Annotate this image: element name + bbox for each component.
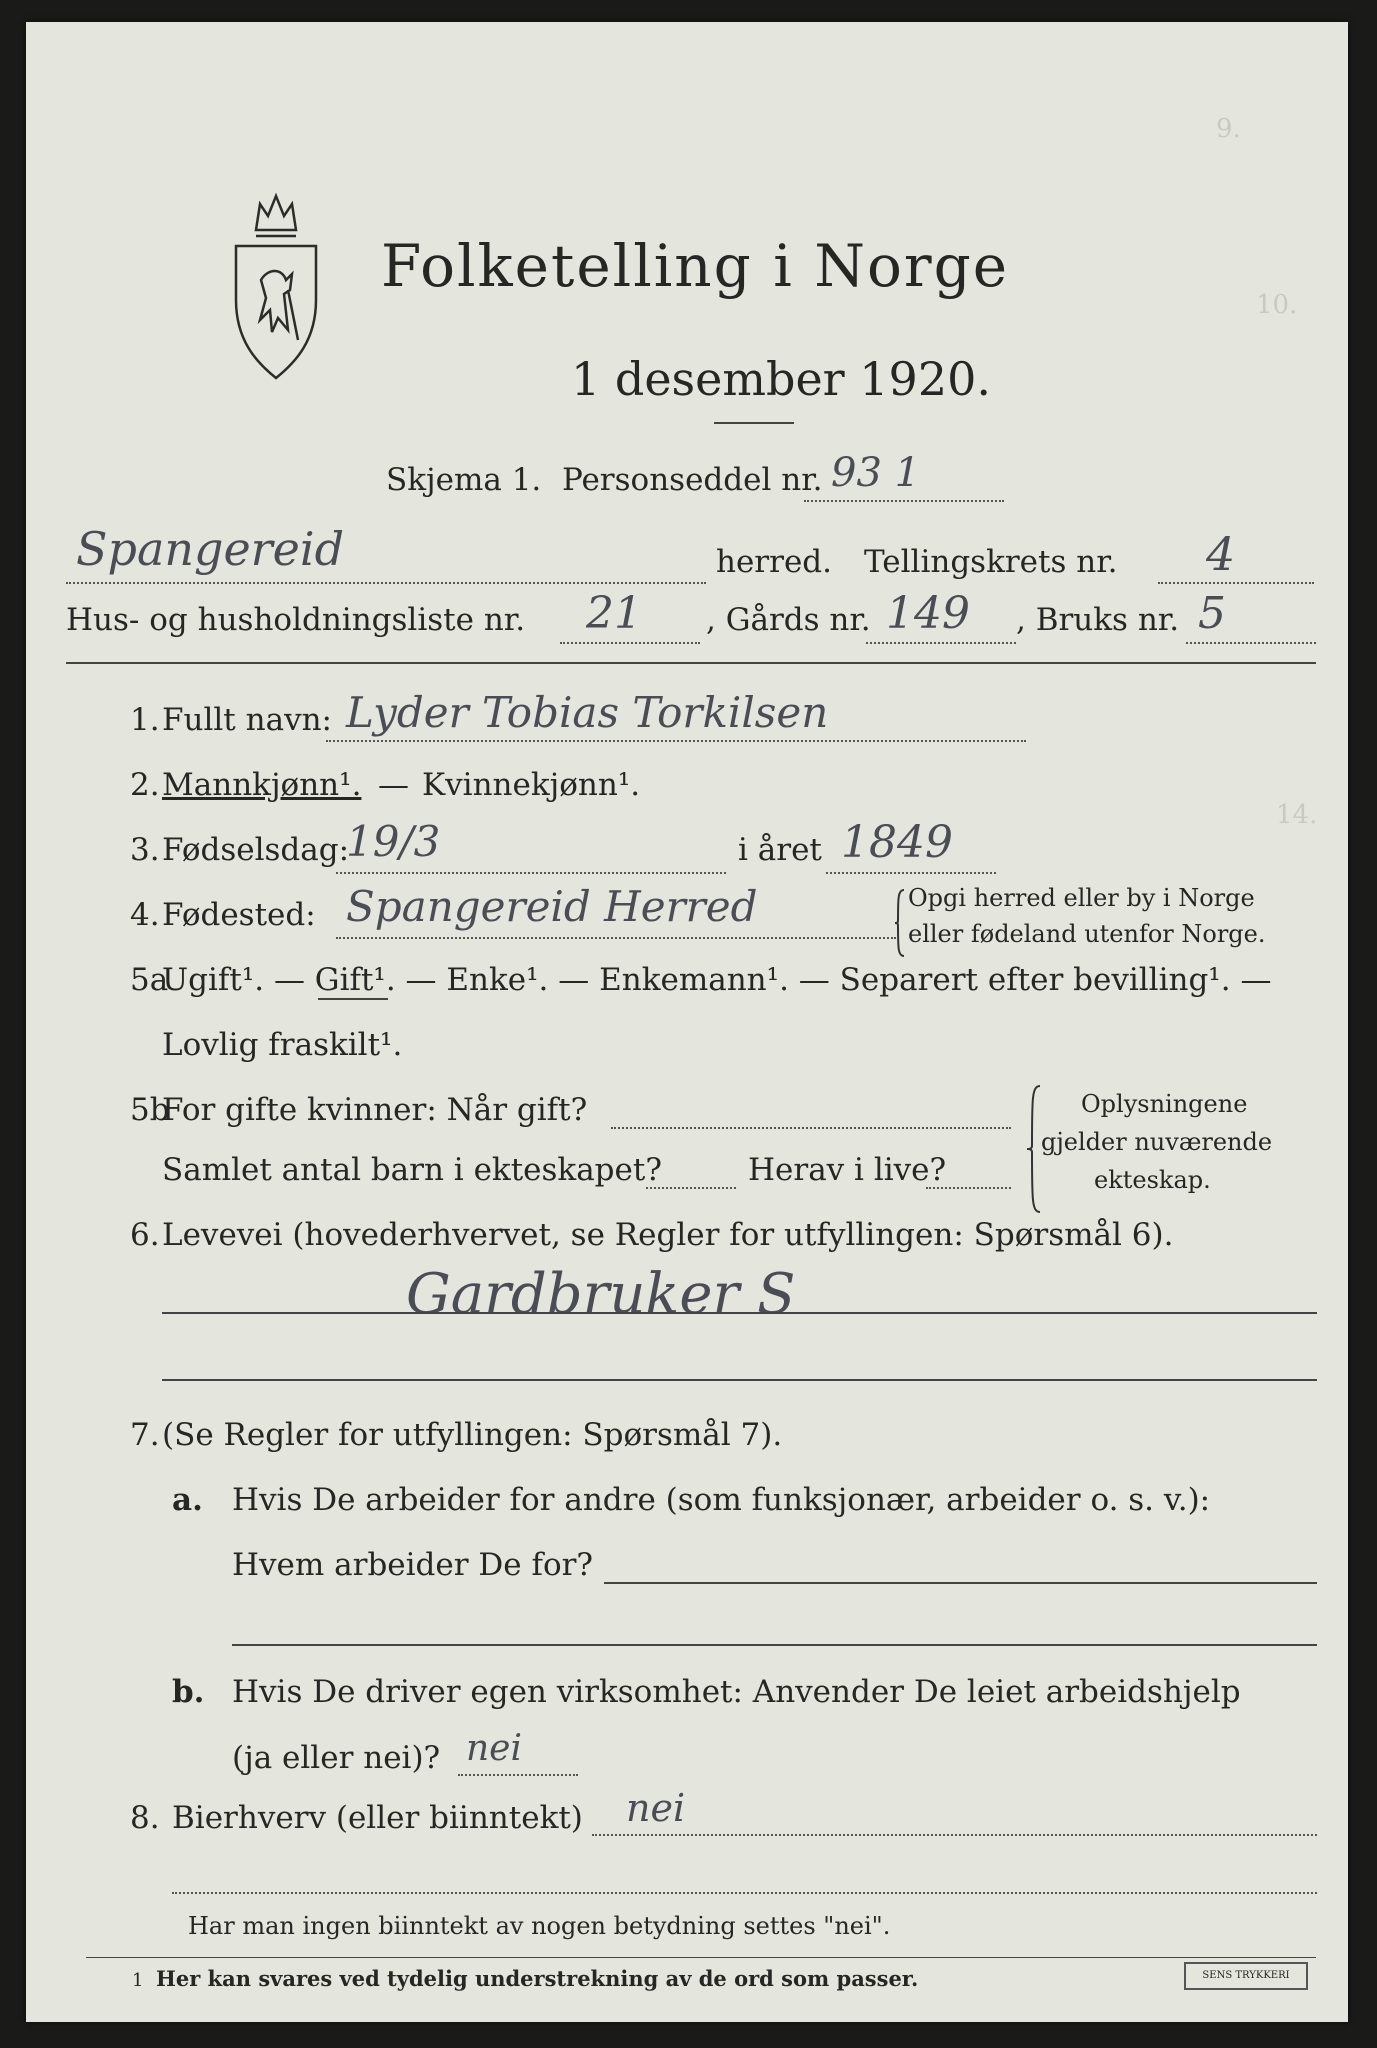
q5b-note-2: gjelder nuværende (1041, 1128, 1273, 1156)
q5b-married-label: For gifte kvinner: Når gift? (162, 1092, 588, 1128)
birth-year-line (826, 872, 996, 874)
birth-year-label: i året (738, 832, 822, 868)
birthplace-brace-icon (894, 888, 906, 958)
side-income-line-2 (172, 1892, 1317, 1894)
gards-value: 149 (886, 588, 970, 639)
q7a-employer-label: Hvem arbeider De for? (232, 1547, 594, 1583)
footnote-text: Her kan svares ved tydelig understrekning av de ord som passer. (156, 1966, 919, 1991)
bleed-through-text: 10. (1256, 290, 1298, 320)
personseddel-label: Personseddel nr. (562, 462, 823, 498)
q6-label: Levevei (hovederhvervet, se Regler for utfyllingen: Spørsmål 6). (162, 1217, 1174, 1253)
alive-line (926, 1187, 1011, 1189)
birthplace-line (336, 937, 896, 939)
herred-value: Spangereid (76, 522, 345, 576)
q2-number: 2. (130, 767, 160, 803)
gift-underline (318, 998, 388, 1000)
married-when-line (611, 1127, 1011, 1129)
q8-label: Bierhverv (eller biinntekt) (172, 1800, 583, 1836)
q1-number: 1. (130, 702, 160, 738)
bruks-line (1186, 642, 1316, 644)
q5b-note-1: Oplysningene (1081, 1090, 1248, 1118)
husliste-line (560, 642, 700, 644)
header-divider (66, 662, 1316, 664)
q7b-hired-help-label: (ja eller nei)? (232, 1740, 441, 1776)
herred-label: herred. (716, 544, 832, 580)
q3-label: Fødselsdag: (162, 832, 350, 868)
q5a-number: 5a (130, 962, 169, 998)
q7-number: 7. (130, 1417, 160, 1453)
q4-number: 4. (130, 897, 160, 933)
q5b-brace-icon (1026, 1084, 1042, 1214)
bleed-through-text: 14. (1276, 800, 1318, 830)
sex-separator: — (378, 767, 409, 803)
employer-line (604, 1582, 1317, 1584)
tellingskrets-line (1158, 582, 1314, 584)
husliste-value: 21 (586, 588, 642, 639)
q4-label: Fødested: (162, 897, 316, 933)
tellingskrets-value: 4 (1206, 527, 1236, 581)
birthplace-value: Spangereid Herred (346, 882, 758, 931)
q7a-letter: a. (172, 1482, 203, 1518)
q7b-letter: b. (172, 1674, 205, 1710)
q5b-children-label: Samlet antal barn i ekteskapet? (162, 1152, 662, 1188)
side-income-note: Har man ingen biinntekt av nogen betydning settes "nei". (188, 1912, 891, 1940)
side-income-line (592, 1834, 1317, 1836)
bruks-value: 5 (1198, 588, 1226, 639)
skjema-label: Skjema 1. (386, 462, 542, 498)
birthplace-note-1: Opgi herred eller by i Norge (908, 884, 1255, 912)
side-income-value: nei (626, 1786, 686, 1830)
hired-help-value: nei (466, 1728, 523, 1769)
q7a-line1: Hvis De arbeider for andre (som funksjonær, arbeider o. s. v.): (232, 1482, 1211, 1518)
q6-number: 6. (130, 1217, 160, 1253)
q1-label: Fullt navn: (162, 702, 332, 738)
marital-status-options: Ugift¹. — Gift¹. — Enke¹. — Enkemann¹. — Separert efter bevilling¹. — (162, 962, 1272, 998)
sex-female-option: Kvinnekjønn¹. (422, 767, 641, 803)
q3-number: 3. (130, 832, 160, 868)
q8-number: 8. (130, 1800, 160, 1836)
gards-line (866, 642, 1016, 644)
full-name-value: Lyder Tobias Torkilsen (346, 688, 829, 737)
personseddel-line (804, 500, 1004, 502)
q7b-line1: Hvis De driver egen virksomhet: Anvender De leiet arbeidshjelp (232, 1674, 1241, 1710)
birth-year-value: 1849 (841, 817, 953, 868)
bleed-through-text: 9. (1216, 114, 1241, 144)
sex-male-option: Mannkjønn¹. (162, 767, 362, 803)
form-title: Folketelling i Norge (381, 232, 1010, 300)
coat-of-arms-icon (226, 190, 326, 380)
hired-help-line (458, 1774, 578, 1776)
employer-line-2 (232, 1644, 1317, 1646)
bruks-label: , Bruks nr. (1016, 602, 1180, 638)
children-line (646, 1187, 736, 1189)
marital-status-options-2: Lovlig fraskilt¹. (162, 1027, 403, 1063)
occupation-value: Gardbruker S (406, 1262, 796, 1327)
birthday-value: 19/3 (346, 817, 441, 866)
census-date: 1 desember 1920. (571, 352, 991, 406)
occupation-line (162, 1312, 1317, 1314)
birthplace-note-2: eller fødeland utenfor Norge. (908, 920, 1266, 948)
tellingskrets-label: Tellingskrets nr. (864, 544, 1118, 580)
footnote-marker: 1 (132, 1970, 144, 1991)
q5b-note-3: ekteskap. (1094, 1166, 1211, 1194)
q5b-alive-label: Herav i live? (748, 1152, 947, 1188)
husliste-label: Hus- og husholdningsliste nr. (66, 602, 526, 638)
full-name-line (326, 740, 1026, 742)
printer-stamp: SENS TRYKKERI (1184, 1962, 1308, 1990)
q7-label: (Se Regler for utfyllingen: Spørsmål 7). (162, 1417, 783, 1453)
title-divider (714, 422, 794, 424)
herred-line (66, 582, 706, 584)
q5b-number: 5b (130, 1092, 170, 1128)
footnote-divider (86, 1957, 1316, 1958)
birthday-line (336, 872, 726, 874)
gards-label: , Gårds nr. (706, 602, 871, 638)
occupation-line-2 (162, 1379, 1317, 1381)
personseddel-value: 93 1 (831, 450, 921, 496)
census-form-page (26, 22, 1348, 2022)
